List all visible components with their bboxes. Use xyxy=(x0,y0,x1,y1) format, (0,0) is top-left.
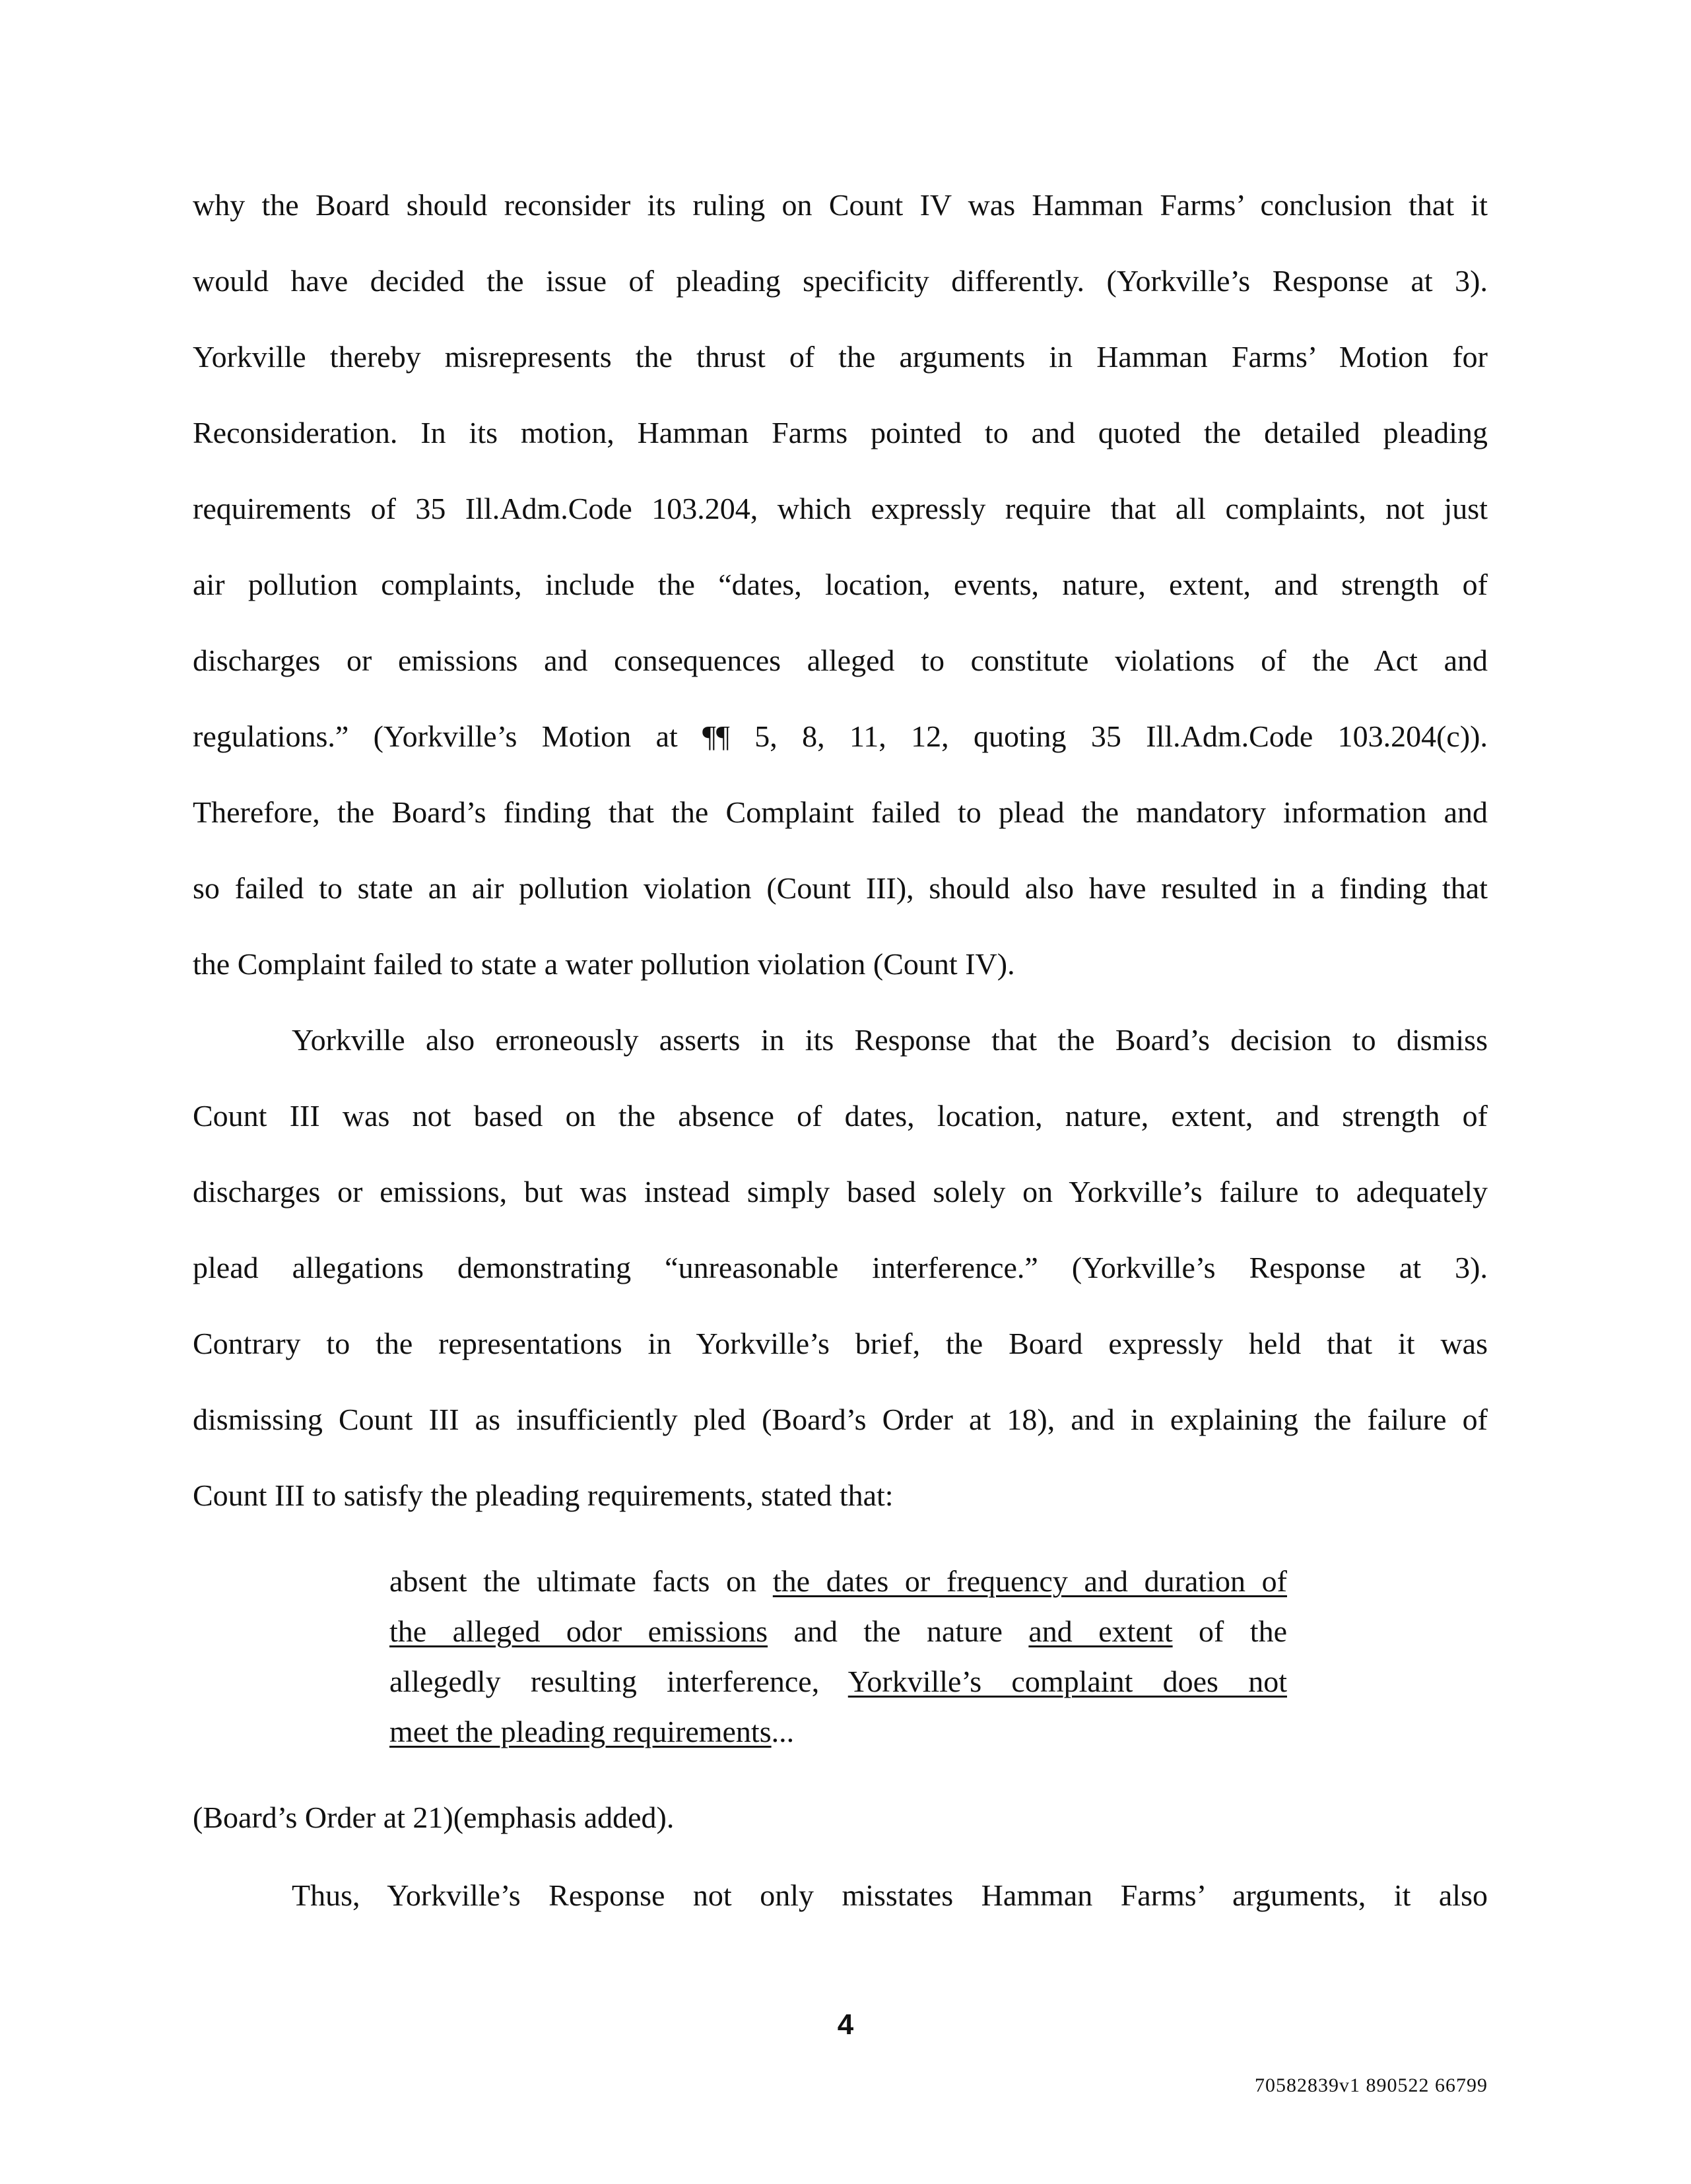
quote-emphasis: the dates or frequency and duration of xyxy=(772,1564,1287,1598)
text-line: the Complaint failed to state a water pollution violation (Count IV). xyxy=(193,947,1015,981)
text-line: discharges or emissions and consequences alleged to constitute violations of the Act and xyxy=(193,644,1488,677)
quote-text: of the xyxy=(1172,1614,1288,1648)
citation: (Board’s Order at 21)(emphasis added). xyxy=(193,1801,675,1834)
quote-emphasis: the alleged odor emissions xyxy=(389,1614,768,1648)
quote-line xyxy=(389,1613,1287,1650)
quote-emphasis: and extent xyxy=(1028,1614,1173,1648)
text-line: Reconsideration. In its motion, Hamman Farms pointed to and quoted the detailed pleading xyxy=(193,416,1488,449)
quote-text: allegedly resulting interference, xyxy=(389,1665,848,1698)
text-line: dismissing Count III as insufficiently pled (Board’s Order at 18), and in explaining the failure of xyxy=(193,1403,1488,1436)
text-line: discharges or emissions, but was instead simply based solely on Yorkville’s failure to adequately xyxy=(193,1175,1488,1208)
text-line: air pollution complaints, include the “dates, location, events, nature, extent, and strength of xyxy=(193,568,1488,601)
quote-text: and the nature xyxy=(768,1614,1029,1648)
quote-text: absent the ultimate facts on xyxy=(389,1564,773,1598)
text-line: Contrary to the representations in Yorkville’s brief, the Board expressly held that it was xyxy=(193,1327,1488,1360)
quote-text: ... xyxy=(771,1715,795,1748)
text-line: so failed to state an air pollution violation (Count III), should also have resulted in a finding that xyxy=(193,871,1488,905)
text-line: Count III was not based on the absence of dates, location, nature, extent, and strength of xyxy=(193,1099,1488,1133)
text-line: why the Board should reconsider its ruling on Count IV was Hamman Farms’ conclusion that it xyxy=(193,188,1488,222)
text-line: plead allegations demonstrating “unreasonable interference.” (Yorkville’s Response at 3). xyxy=(193,1251,1488,1284)
quote-line xyxy=(389,1713,1287,1750)
text-line: Yorkville also erroneously asserts in its Response that the Board’s decision to dismiss xyxy=(292,1023,1488,1057)
page-number: 4 xyxy=(837,2008,854,2041)
text-line: Count III to satisfy the pleading requirements, stated that: xyxy=(193,1478,894,1512)
document-id: 70582839v1 890522 66799 xyxy=(1255,2074,1488,2096)
text-line: regulations.” (Yorkville’s Motion at ¶¶ 5, 8, 11, 12, quoting 35 Ill.Adm.Code 103.204(c)). xyxy=(193,719,1488,753)
text-line: would have decided the issue of pleading specificity differently. (Yorkville’s Response at 3). xyxy=(193,264,1488,298)
text-line: Yorkville thereby misrepresents the thrust of the arguments in Hamman Farms’ Motion for xyxy=(193,340,1488,374)
text-line: Therefore, the Board’s finding that the Complaint failed to plead the mandatory information and xyxy=(193,795,1488,829)
text-line: Thus, Yorkville’s Response not only misstates Hamman Farms’ arguments, it also xyxy=(292,1878,1488,1912)
quote-line xyxy=(389,1663,1287,1700)
text-line: requirements of 35 Ill.Adm.Code 103.204, which expressly require that all complaints, not just xyxy=(193,492,1488,525)
quote-emphasis: meet the pleading requirements xyxy=(389,1715,772,1748)
quote-line xyxy=(389,1563,1287,1600)
quote-emphasis: Yorkville’s complaint does not xyxy=(847,1665,1287,1698)
